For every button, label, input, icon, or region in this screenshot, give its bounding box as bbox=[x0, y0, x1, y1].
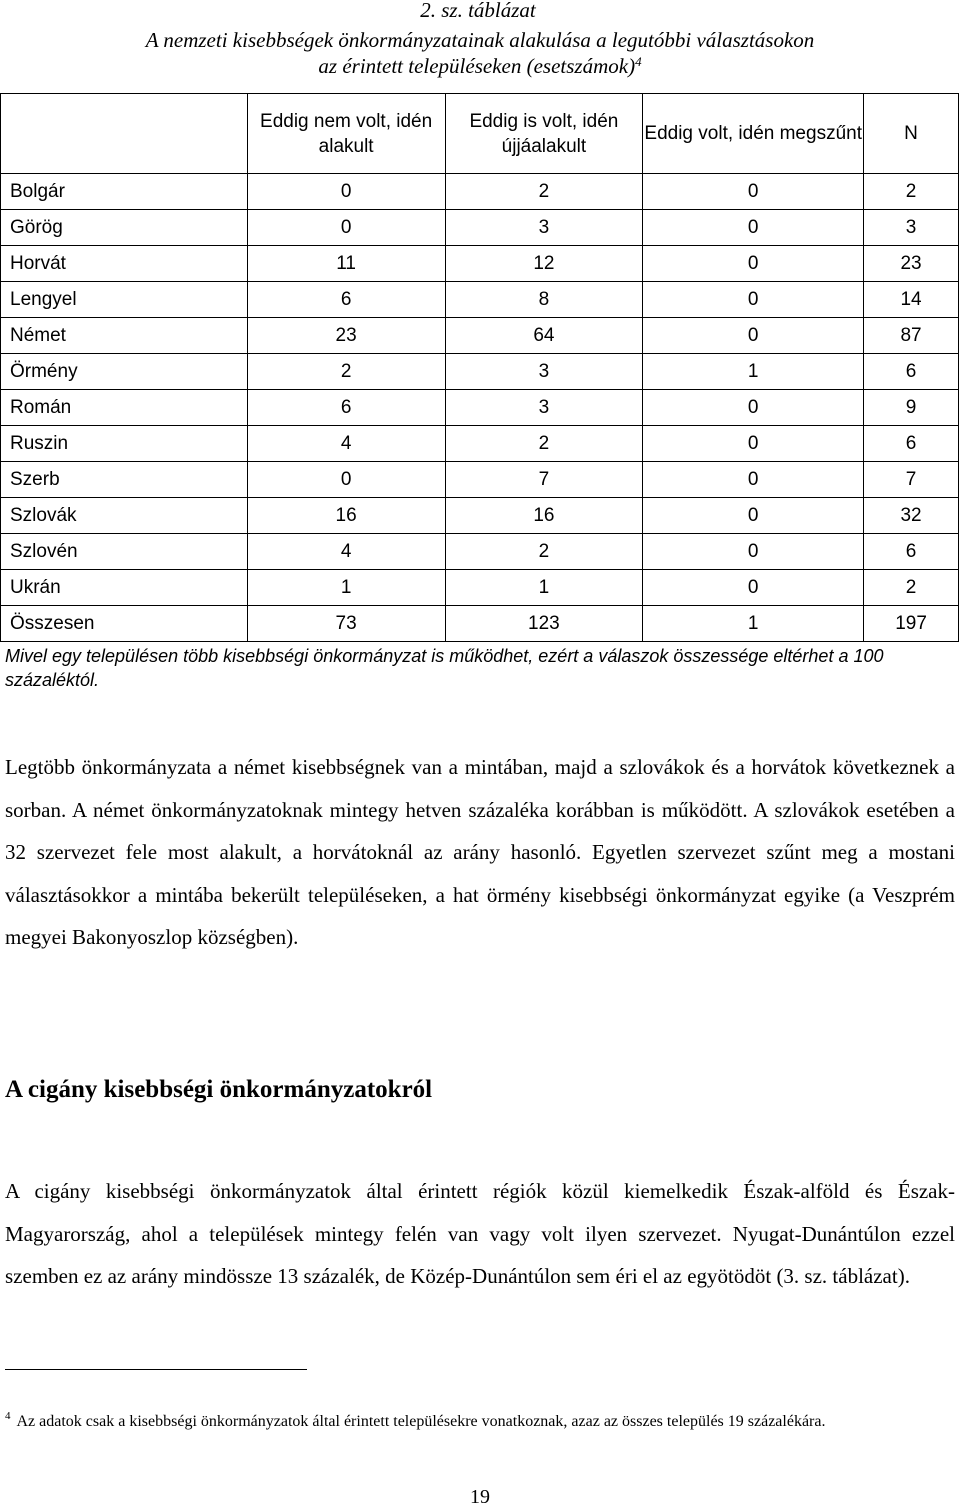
table-cell: 2 bbox=[864, 570, 959, 606]
table-cell: 0 bbox=[643, 390, 864, 426]
table-note: Mivel egy településen több kisebbségi önkormányzat is működhet, ezért a válaszok összessége eltérhet a 100 százaléktól. bbox=[5, 646, 884, 690]
page-number: 19 bbox=[470, 1486, 490, 1508]
table-cell: 197 bbox=[864, 606, 959, 642]
table-row bbox=[1, 606, 959, 642]
table-row-label: Szlovák bbox=[1, 498, 248, 534]
table-row-label: Szerb bbox=[1, 462, 248, 498]
table-row bbox=[1, 498, 959, 534]
table-cell: 1 bbox=[643, 606, 864, 642]
table-cell: 23 bbox=[247, 318, 445, 354]
table-row bbox=[1, 354, 959, 390]
table-caption-number: 2. sz. táblázat bbox=[420, 0, 536, 22]
table-cell: 0 bbox=[643, 282, 864, 318]
table-row-label: Román bbox=[1, 390, 248, 426]
table-cell: 0 bbox=[643, 462, 864, 498]
table-cell: 3 bbox=[864, 210, 959, 246]
table-cell: 0 bbox=[643, 570, 864, 606]
table-row bbox=[1, 318, 959, 354]
table-row bbox=[1, 426, 959, 462]
table-cell: 6 bbox=[864, 426, 959, 462]
table-cell: 3 bbox=[445, 390, 643, 426]
table-cell: 0 bbox=[643, 534, 864, 570]
table-row-label: Ruszin bbox=[1, 426, 248, 462]
table-row-label: Lengyel bbox=[1, 282, 248, 318]
table-row bbox=[1, 246, 959, 282]
table-cell: 73 bbox=[247, 606, 445, 642]
table-header-cell: Eddig is volt, idén újjáalakult bbox=[445, 94, 643, 174]
footnote bbox=[5, 1410, 955, 1434]
table-cell: 7 bbox=[445, 462, 643, 498]
table-cell: 2 bbox=[445, 534, 643, 570]
footnote-number: 4 bbox=[5, 1410, 11, 1422]
table-cell: 0 bbox=[643, 318, 864, 354]
table-cell: 8 bbox=[445, 282, 643, 318]
table-caption-title-line2-text: az érintett településeken (esetszámok) bbox=[318, 54, 636, 78]
table-cell: 0 bbox=[643, 174, 864, 210]
table-caption-title-line2 bbox=[0, 54, 960, 78]
table-cell: 16 bbox=[445, 498, 643, 534]
table-caption-title-line1: A nemzeti kisebbségek önkormányzatainak alakulása a legutóbbi választásokon bbox=[145, 28, 815, 52]
table-cell: 2 bbox=[445, 174, 643, 210]
table-row bbox=[1, 210, 959, 246]
table-cell: 14 bbox=[864, 282, 959, 318]
table-cell: 7 bbox=[864, 462, 959, 498]
table-row-label: Ukrán bbox=[1, 570, 248, 606]
table-cell: 11 bbox=[247, 246, 445, 282]
table-row bbox=[1, 390, 959, 426]
table-cell: 23 bbox=[864, 246, 959, 282]
table-header-cell bbox=[1, 94, 248, 174]
body-paragraph-2: A cigány kisebbségi önkormányzatok által érintett régiók közül kiemelkedik Észak-alföld és Észak-Magyarország, ahol a települések mintegy felén van vagy volt ilyen szervezet. Nyugat-Dunántúlon ezzel szemben ez az arány mindössze 13 százalék, de Közép-Dunántúlon sem éri el az egyötödöt (3. sz. táblázat). bbox=[5, 1179, 955, 1288]
table-row bbox=[1, 570, 959, 606]
table-cell: 0 bbox=[247, 174, 445, 210]
table-row bbox=[1, 174, 959, 210]
table-cell: 2 bbox=[247, 354, 445, 390]
table-cell: 1 bbox=[247, 570, 445, 606]
table-cell: 1 bbox=[643, 354, 864, 390]
table-header-row bbox=[1, 94, 959, 174]
table-cell: 6 bbox=[864, 354, 959, 390]
section-heading: A cigány kisebbségi önkormányzatokról bbox=[5, 1076, 433, 1103]
table-row bbox=[1, 462, 959, 498]
table-cell: 6 bbox=[864, 534, 959, 570]
table-row-label: Német bbox=[1, 318, 248, 354]
table-row-label: Örmény bbox=[1, 354, 248, 390]
table-row-label: Bolgár bbox=[1, 174, 248, 210]
table-row bbox=[1, 282, 959, 318]
table-cell: 9 bbox=[864, 390, 959, 426]
table-row-label: Görög bbox=[1, 210, 248, 246]
table-cell: 0 bbox=[643, 426, 864, 462]
table-cell: 3 bbox=[445, 210, 643, 246]
table-cell: 12 bbox=[445, 246, 643, 282]
table-header-cell: Eddig volt, idén megszűnt bbox=[643, 94, 864, 174]
table-cell: 64 bbox=[445, 318, 643, 354]
footnote-separator bbox=[5, 1369, 307, 1370]
table-row bbox=[1, 534, 959, 570]
table-cell: 0 bbox=[643, 210, 864, 246]
table-cell: 4 bbox=[247, 426, 445, 462]
table-cell: 123 bbox=[445, 606, 643, 642]
table-cell: 32 bbox=[864, 498, 959, 534]
table-cell: 16 bbox=[247, 498, 445, 534]
footnote-ref[interactable]: 4 bbox=[635, 54, 642, 69]
table-cell: 1 bbox=[445, 570, 643, 606]
table-cell: 0 bbox=[643, 498, 864, 534]
table-row-label: Szlovén bbox=[1, 534, 248, 570]
table-cell: 3 bbox=[445, 354, 643, 390]
table-cell: 0 bbox=[247, 462, 445, 498]
table-cell: 2 bbox=[864, 174, 959, 210]
table-header-cell: Eddig nem volt, idén alakult bbox=[247, 94, 445, 174]
table-cell: 0 bbox=[247, 210, 445, 246]
table-cell: 6 bbox=[247, 282, 445, 318]
minority-table bbox=[0, 93, 959, 642]
table-cell: 6 bbox=[247, 390, 445, 426]
table-header-cell: N bbox=[864, 94, 959, 174]
table-cell: 0 bbox=[643, 246, 864, 282]
table-row-label: Összesen bbox=[1, 606, 248, 642]
table-cell: 87 bbox=[864, 318, 959, 354]
footnote-text: Az adatok csak a kisebbségi önkormányzatok által érintett településekre vonatkoznak, azaz az összes település 19 százalékára. bbox=[16, 1413, 826, 1430]
table-cell: 2 bbox=[445, 426, 643, 462]
table-cell: 4 bbox=[247, 534, 445, 570]
body-paragraph-1: Legtöbb önkormányzata a német kisebbségnek van a mintában, majd a szlovákok és a horvátok következnek a sorban. A német önkormányzatoknak mintegy hetven százaléka korábban is működött. A szlovákok esetében a 32 szervezet fele most alakult, a horvátoknál az arány hasonló. Egyetlen szervezet szűnt meg a mostani választásokkor a mintába bekerült településeken, a hat örmény kisebbségi önkormányzat egyike (a Veszprém megyei Bakonyoszlop községben). bbox=[5, 755, 955, 949]
table-row-label: Horvát bbox=[1, 246, 248, 282]
